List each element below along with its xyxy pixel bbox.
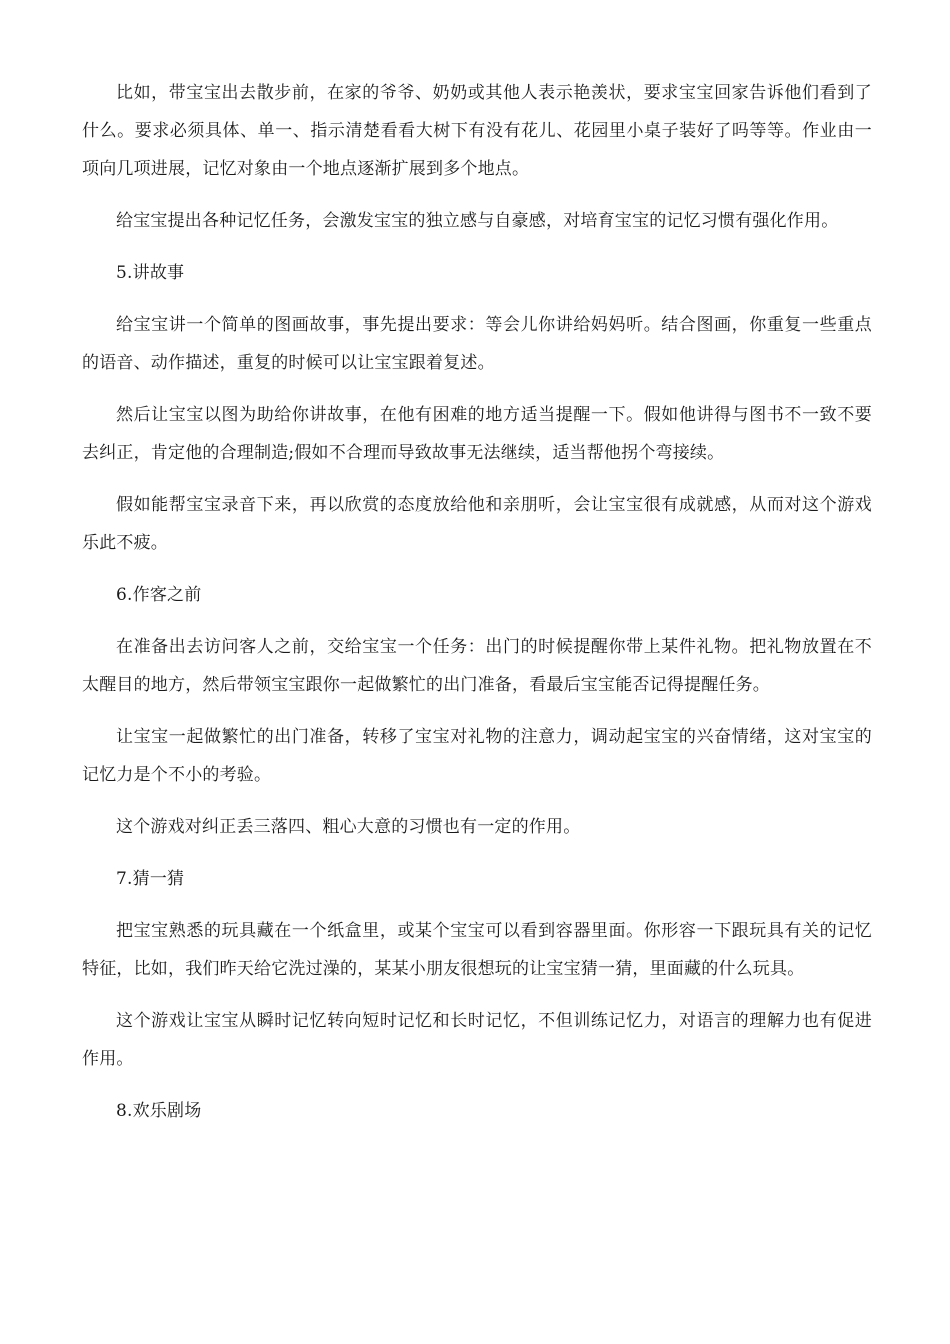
paragraph: 这个游戏让宝宝从瞬时记忆转向短时记忆和长时记忆，不但训练记忆力，对语言的理解力也有促进作用。 [82, 1011, 872, 1069]
document-body [82, 74, 872, 1144]
section-heading: 8.欢乐剧场 [116, 1101, 202, 1121]
paragraph: 给宝宝提出各种记忆任务，会激发宝宝的独立感与自豪感，对培育宝宝的记忆习惯有强化作用。 [116, 211, 839, 231]
paragraph: 比如，带宝宝出去散步前，在家的爷爷、奶奶或其他人表示艳羡状，要求宝宝回家告诉他们看到了什么。要求必须具体、单一、指示清楚看看大树下有没有花儿、花园里小桌子装好了吗等等。作业由一项向几项进展，记忆对象由一个地点逐渐扩展到多个地点。 [82, 83, 872, 179]
section-heading: 6.作客之前 [116, 585, 202, 605]
paragraph: 在准备出去访问客人之前，交给宝宝一个任务：出门的时候提醒你带上某件礼物。把礼物放置在不太醒目的地方，然后带领宝宝跟你一起做繁忙的出门准备，看最后宝宝能否记得提醒任务。 [82, 637, 872, 695]
paragraph: 让宝宝一起做繁忙的出门准备，转移了宝宝对礼物的注意力，调动起宝宝的兴奋情绪，这对宝宝的记忆力是个不小的考验。 [82, 727, 872, 785]
paragraph: 这个游戏对纠正丢三落四、粗心大意的习惯也有一定的作用。 [116, 817, 581, 837]
paragraph: 然后让宝宝以图为助给你讲故事，在他有困难的地方适当提醒一下。假如他讲得与图书不一致不要去纠正，肯定他的合理制造;假如不合理而导致故事无法继续，适当帮他拐个弯接续。 [82, 405, 872, 463]
paragraph: 假如能帮宝宝录音下来，再以欣赏的态度放给他和亲朋听，会让宝宝很有成就感，从而对这个游戏乐此不疲。 [82, 495, 872, 553]
section-heading: 7.猜一猜 [116, 869, 185, 889]
paragraph: 给宝宝讲一个简单的图画故事，事先提出要求：等会儿你讲给妈妈听。结合图画，你重复一些重点的语音、动作描述，重复的时候可以让宝宝跟着复述。 [82, 315, 872, 373]
paragraph: 把宝宝熟悉的玩具藏在一个纸盒里，或某个宝宝可以看到容器里面。你形容一下跟玩具有关的记忆特征，比如，我们昨天给它洗过澡的，某某小朋友很想玩的让宝宝猜一猜，里面藏的什么玩具。 [82, 921, 872, 979]
section-heading: 5.讲故事 [116, 263, 185, 283]
